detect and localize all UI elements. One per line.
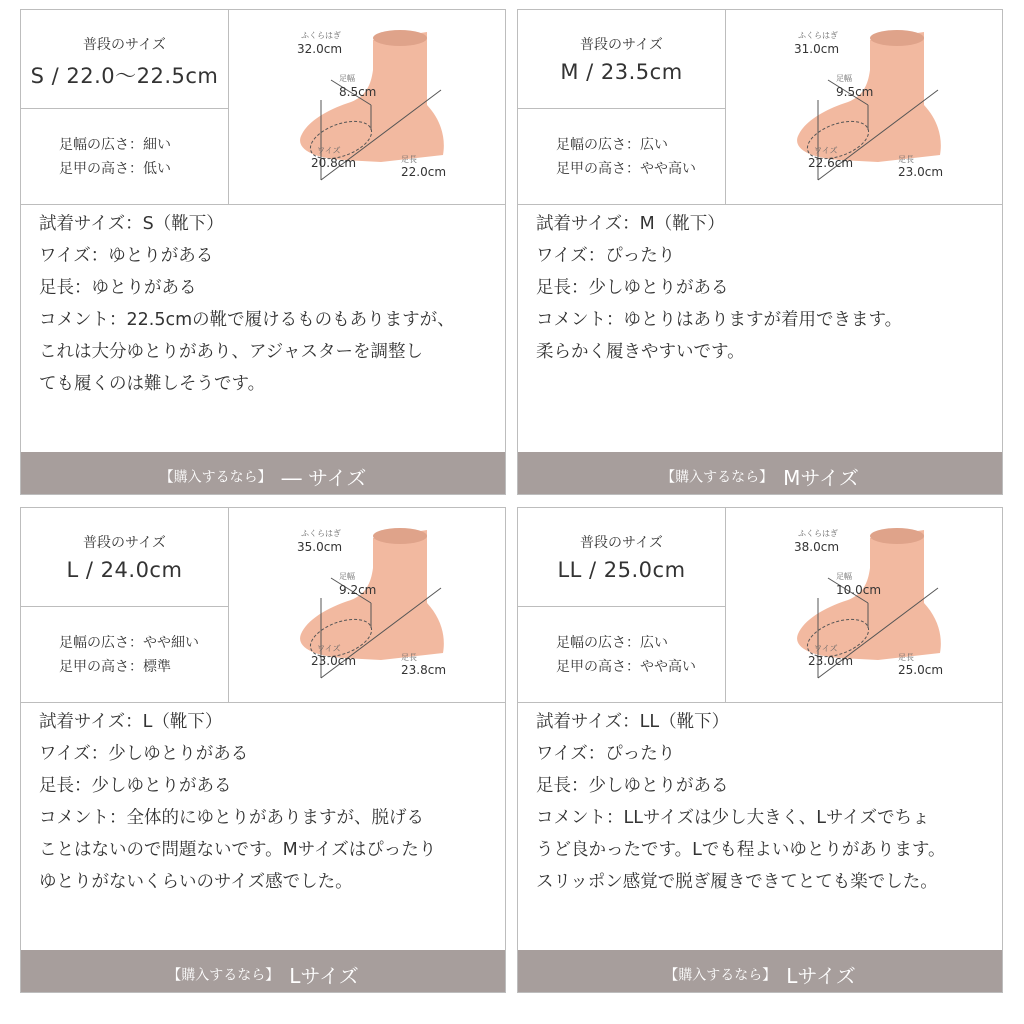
buy-prefix: 【購入するなら】 [159, 469, 272, 486]
foot-diagram [728, 10, 1002, 204]
comment-line: うど良かったです。Lでも程よいゆとりがあります。 [536, 840, 946, 860]
foot-shape-box [518, 607, 726, 702]
buy-recommendation-bar [518, 950, 1002, 992]
buy-size: Mサイズ [783, 466, 859, 490]
comment-line: 足長：少しゆとりがある [536, 776, 729, 796]
length-label: 足長 [401, 155, 417, 164]
foot-width-label: 足幅 [836, 572, 852, 581]
length-label: 足長 [898, 653, 914, 662]
card-header [518, 508, 1002, 703]
card-header [21, 508, 505, 703]
comment-line: 足長：ゆとりがある [39, 278, 197, 298]
foot-width-label: 足幅 [836, 74, 852, 83]
comment-line: ても履くのは難しそうです。 [39, 374, 266, 394]
comment-line: コメント：22.5cmの靴で履けるものもありますが、 [39, 310, 455, 330]
usual-size-box [21, 10, 229, 109]
usual-size-value: S / 22.0～22.5cm [30, 64, 219, 88]
comment-line: ことはないので問題ないです。Mサイズはぴったり [39, 840, 437, 860]
comment-block [536, 706, 1006, 898]
comment-line: ワイズ：ぴったり [536, 246, 676, 266]
length-value: 25.0cm [898, 663, 944, 677]
review-card [20, 9, 506, 495]
usual-size-caption: 普段のサイズ [580, 535, 663, 551]
foot-width-label: 足幅 [339, 572, 355, 581]
usual-size-value: L / 24.0cm [66, 558, 183, 582]
comment-line: 試着サイズ：LL（靴下） [536, 712, 730, 732]
usual-size-caption: 普段のサイズ [580, 37, 663, 53]
foot-diagram [231, 10, 505, 204]
comment-line: ワイズ：少しゆとりがある [39, 744, 249, 764]
length-value: 23.0cm [898, 165, 944, 179]
comment-block [39, 208, 509, 400]
comment-line: コメント：LLサイズは少し大きく、Lサイズでちょ [536, 808, 930, 828]
review-card [517, 9, 1003, 495]
comment-line: 足長：少しゆとりがある [39, 776, 232, 796]
foot-width-value: 10.0cm [836, 583, 882, 597]
width-label: ワイズ [814, 146, 838, 155]
foot-shape-box [21, 607, 229, 702]
foot-width-text: 足幅の広さ：広い [556, 137, 668, 153]
comment-line: 柔らかく履きやすいです。 [536, 342, 745, 362]
comment-block [536, 208, 1006, 368]
comment-line: ワイズ：ゆとりがある [39, 246, 214, 266]
width-value: 23.0cm [311, 654, 357, 668]
instep-height-text: 足甲の高さ：低い [59, 161, 171, 177]
calf-label: ふくらはぎ [798, 31, 838, 40]
calf-value: 31.0cm [794, 42, 840, 56]
calf-value: 32.0cm [297, 42, 343, 56]
width-value: 20.8cm [311, 156, 357, 170]
calf-label: ふくらはぎ [301, 31, 341, 40]
buy-size: Lサイズ [289, 964, 359, 988]
comment-line: 試着サイズ：L（靴下） [39, 712, 223, 732]
calf-value: 35.0cm [297, 540, 343, 554]
calf-label: ふくらはぎ [301, 529, 341, 538]
width-label: ワイズ [814, 644, 838, 653]
usual-size-caption: 普段のサイズ [83, 37, 166, 53]
usual-size-caption: 普段のサイズ [83, 535, 166, 551]
foot-icon [728, 10, 1002, 204]
instep-height-text: 足甲の高さ：やや高い [556, 659, 696, 675]
foot-icon [231, 10, 505, 204]
comment-line: ワイズ：ぴったり [536, 744, 676, 764]
comment-block [39, 706, 509, 898]
foot-width-text: 足幅の広さ：細い [59, 137, 171, 153]
buy-prefix: 【購入するなら】 [167, 967, 280, 984]
foot-shape-box [21, 109, 229, 204]
comment-line: コメント：全体的にゆとりがありますが、脱げる [39, 808, 424, 828]
comment-line: 足長：少しゆとりがある [536, 278, 729, 298]
review-card [517, 507, 1003, 993]
usual-size-box [518, 10, 726, 109]
buy-prefix: 【購入するなら】 [661, 469, 774, 486]
foot-width-value: 9.5cm [836, 85, 874, 99]
foot-shape-box [518, 109, 726, 204]
foot-width-text: 足幅の広さ：やや細い [59, 635, 199, 651]
buy-size: Lサイズ [786, 964, 856, 988]
length-value: 22.0cm [401, 165, 447, 179]
card-header [21, 10, 505, 205]
width-label: ワイズ [317, 146, 341, 155]
comment-line: 試着サイズ：S（靴下） [39, 214, 224, 234]
foot-width-value: 8.5cm [339, 85, 377, 99]
usual-size-value: M / 23.5cm [560, 60, 683, 84]
instep-height-text: 足甲の高さ：やや高い [556, 161, 696, 177]
calf-value: 38.0cm [794, 540, 840, 554]
comment-line: 試着サイズ：M（靴下） [536, 214, 725, 234]
foot-width-label: 足幅 [339, 74, 355, 83]
card-header [518, 10, 1002, 205]
length-label: 足長 [401, 653, 417, 662]
length-value: 23.8cm [401, 663, 447, 677]
usual-size-box [21, 508, 229, 607]
buy-recommendation-bar [518, 452, 1002, 494]
buy-recommendation-bar [21, 452, 505, 494]
foot-diagram [728, 508, 1002, 702]
usual-size-value: LL / 25.0cm [557, 558, 686, 582]
foot-width-text: 足幅の広さ：広い [556, 635, 668, 651]
foot-icon [728, 508, 1002, 702]
width-value: 22.6cm [808, 156, 854, 170]
width-value: 23.0cm [808, 654, 854, 668]
buy-size: ― サイズ [281, 466, 367, 490]
calf-label: ふくらはぎ [798, 529, 838, 538]
foot-icon [231, 508, 505, 702]
buy-prefix: 【購入するなら】 [664, 967, 777, 984]
instep-height-text: 足甲の高さ：標準 [59, 659, 171, 675]
buy-recommendation-bar [21, 950, 505, 992]
comment-line: ゆとりがないくらいのサイズ感でした。 [39, 872, 353, 892]
foot-diagram [231, 508, 505, 702]
length-label: 足長 [898, 155, 914, 164]
width-label: ワイズ [317, 644, 341, 653]
comment-line: これは大分ゆとりがあり、アジャスターを調整し [39, 342, 423, 362]
usual-size-box [518, 508, 726, 607]
comment-line: スリッポン感覚で脱ぎ履きできてとても楽でした。 [536, 872, 938, 892]
review-card [20, 507, 506, 993]
comment-line: コメント：ゆとりはありますが着用できます。 [536, 310, 903, 330]
foot-width-value: 9.2cm [339, 583, 377, 597]
